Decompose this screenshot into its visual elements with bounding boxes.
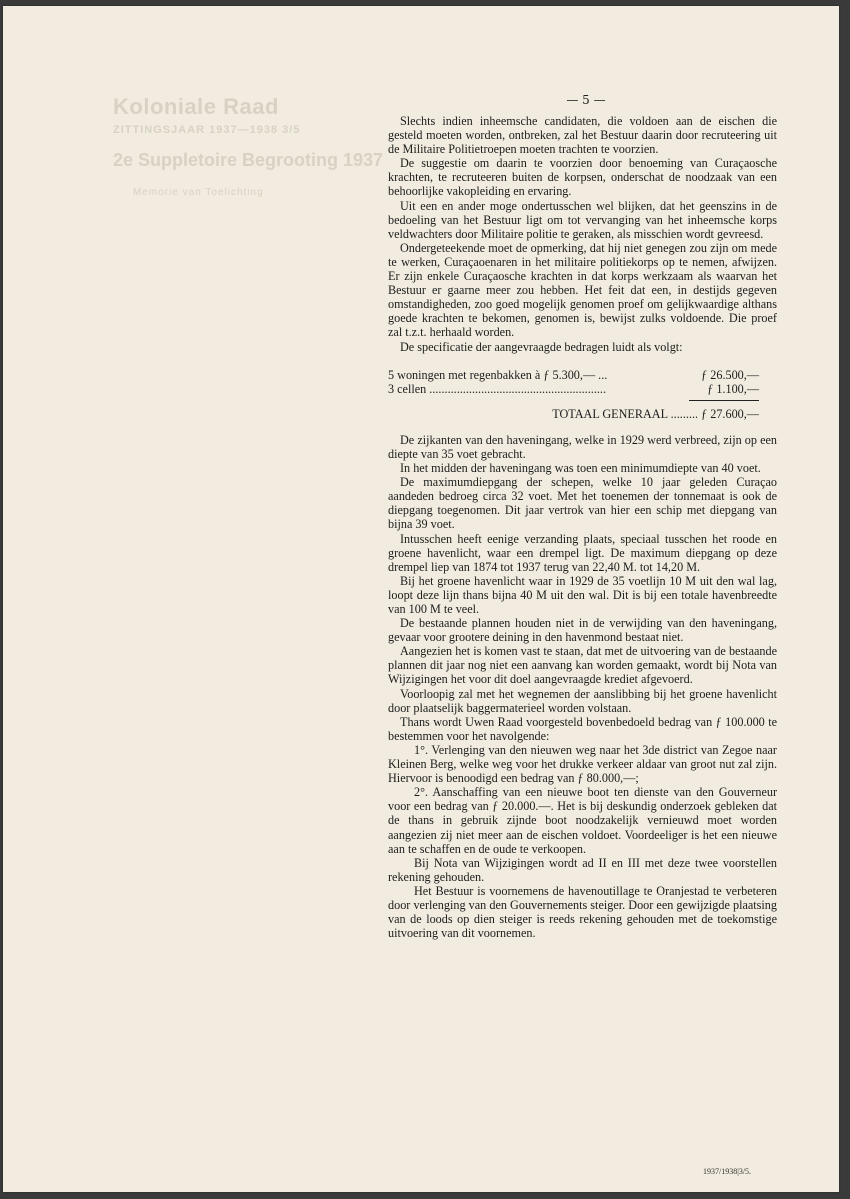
list-item: 2°. Aanschaffing van een nieuwe boot ten dienste van den Gouverneur voor een bedrag van ƒ 20.000.—. Het is bij deskundig onderzoek gebleken dat de thans in gebruik zijnde boot noodzakelijk vernieuwd moet worden aangezien zij niet meer aan de eischen voldoet. Voordeeliger is het een nieuwe aan te schaffen en de oude te verkoopen. [388,785,777,856]
spec-row [388,368,777,382]
text-column [388,114,777,940]
paragraph: Voorloopig zal met het wegnemen der aanslibbing bij het groene havenlicht door plaatselijk baggermaterieel worden volstaan. [388,686,777,715]
spec-value: ƒ 26.500,— [701,367,759,382]
paragraph: Ondergeteekende moet de opmerking, dat hij niet genegen zou zijn om mede te werken, Curaçaoenaren in het militaire politiekorps op te nemen, afwijzen. Er zijn enkele Curaçaosche krachten in dat korps werkzaam als waarvan het Bestuur er gaarne meer zou hebben. Het feit dat een, in destijds gegeven omstandigheden, zoo goed mogelijk genomen proef om gelijkwaardige althans goede krachten te bekomen, genomen is, bewijst zulks voldoende. Die proef zal t.z.t. herhaald worden. [388,240,777,340]
paragraph: Uit een en ander moge ondertusschen wel blijken, dat het geenszins in de bedoeling van het Bestuur ligt om tot vervanging van het inheemsche korps veldwachters door Militaire politie te geraken, als misschien wordt gevreesd. [388,198,777,241]
sum-rule [689,400,759,401]
spec-row [388,382,777,396]
paragraph: Bij het groene havenlicht waar in 1929 de 35 voetlijn 10 M uit den wal lag, loopt deze lijn thans bijna 40 M uit den wal. Dit is bij een totale havenbreedte van 100 M te veel. [388,573,777,616]
paragraph: De bestaande plannen houden niet in de verwijding van den haveningang, gevaar voor grootere deining in den havenmond bestaat niet. [388,616,777,645]
paragraph: De specificatie der aangevraagde bedragen luidt als volgt: [400,339,683,354]
spec-value: ƒ 1.100,— [707,381,759,396]
paragraph: Intusschen heeft eenige verzanding plaats, speciaal tusschen het roode en groene havenlicht, waar een drempel ligt. De maximum diepgang op deze drempel liep van 1874 tot 1937 terug van 22,40 M. tot 14,20 M. [388,531,777,574]
document-code: 1937/1938|3/5. [703,1167,752,1176]
paragraph: De zijkanten van den haveningang, welke in 1929 werd verbreed, zijn op een diepte van 35 voet gebracht. [388,432,777,461]
ghost-meeting: 2e Suppletoire Begrooting 1937 [113,150,384,170]
ghost-session: ZITTINGSJAAR 1937—1938 3/5 [113,124,301,136]
paragraph: De maximumdiepgang der schepen, welke 10 jaar geleden Curaçao aandeden bedroeg circa 32 voet. Met het toenemen der tonnemaat is ook de diepgang toegenomen. Dit jaar vertrok van hier een schip met diepgang van bijna 39 voet. [388,475,777,532]
paragraph: De suggestie om daarin te voorzien door benoeming van Curaçaosche krachten, te recruteeren buiten de korpsen, onderschat de noodzaak van een behoorlijke vakopleiding en ervaring. [388,156,777,199]
list-item: 1°. Verlenging van den nieuwen weg naar het 3de district van Zegoe naar Kleinen Berg, welke weg voor het drukke verkeer aldaar van groot nut zal zijn. Hiervoor is benoodigd een bedrag van ƒ 80.000,—; [388,742,777,786]
paragraph: Aangezien het is komen vast te staan, dat met de uitvoering van de bestaande plannen dit jaar nog niet een aanvang kan worden gemaakt, wordt bij Nota van Wijzigingen het voor dit doel aangevraagde krediet afgevoerd. [388,644,777,687]
paragraph: Bij Nota van Wijzigingen wordt ad II en III met deze twee voorstellen rekening gehouden. [388,855,777,884]
spec-label: 5 woningen met regenbakken à ƒ 5.300,— ... [388,367,608,382]
paragraph: Het Bestuur is voornemens de havenoutillage te Oranjestad te verbeteren door verlenging van den Gouvernements steiger. Door een gewijzigde plaatsing van de loods op dien steiger is reeds rekening gehouden met de toekomstige uitvoering van dit voornemen. [388,883,777,941]
paragraph: Slechts indien inheemsche candidaten, die voldoen aan de eischen die gesteld moeten worden, ontbreken, zal het Bestuur daarin door recruteering uit de Militaire Politietroepen moeten trachten te voorzien. [388,114,777,157]
ghost-title: Koloniale Raad [113,94,279,119]
bleed-through-header [113,94,413,198]
page-number [3,93,839,107]
paragraph: In het midden der haveningang was toen een minimumdiepte van 40 voet. [400,461,761,476]
spec-total: TOTAAL GENERAAL ......... ƒ 27.600,— [552,406,759,421]
paragraph: Thans wordt Uwen Raad voorgesteld bovenbedoeld bedrag van ƒ 100.000 te bestemmen voor het navolgende: [388,714,777,743]
ghost-sub: Memorie van Toelichting [133,187,264,198]
spec-label: 3 cellen .......................................................... [388,381,607,396]
specification-table [388,368,777,421]
page-number-text: — 5 — [566,93,606,107]
document-page [3,6,839,1192]
